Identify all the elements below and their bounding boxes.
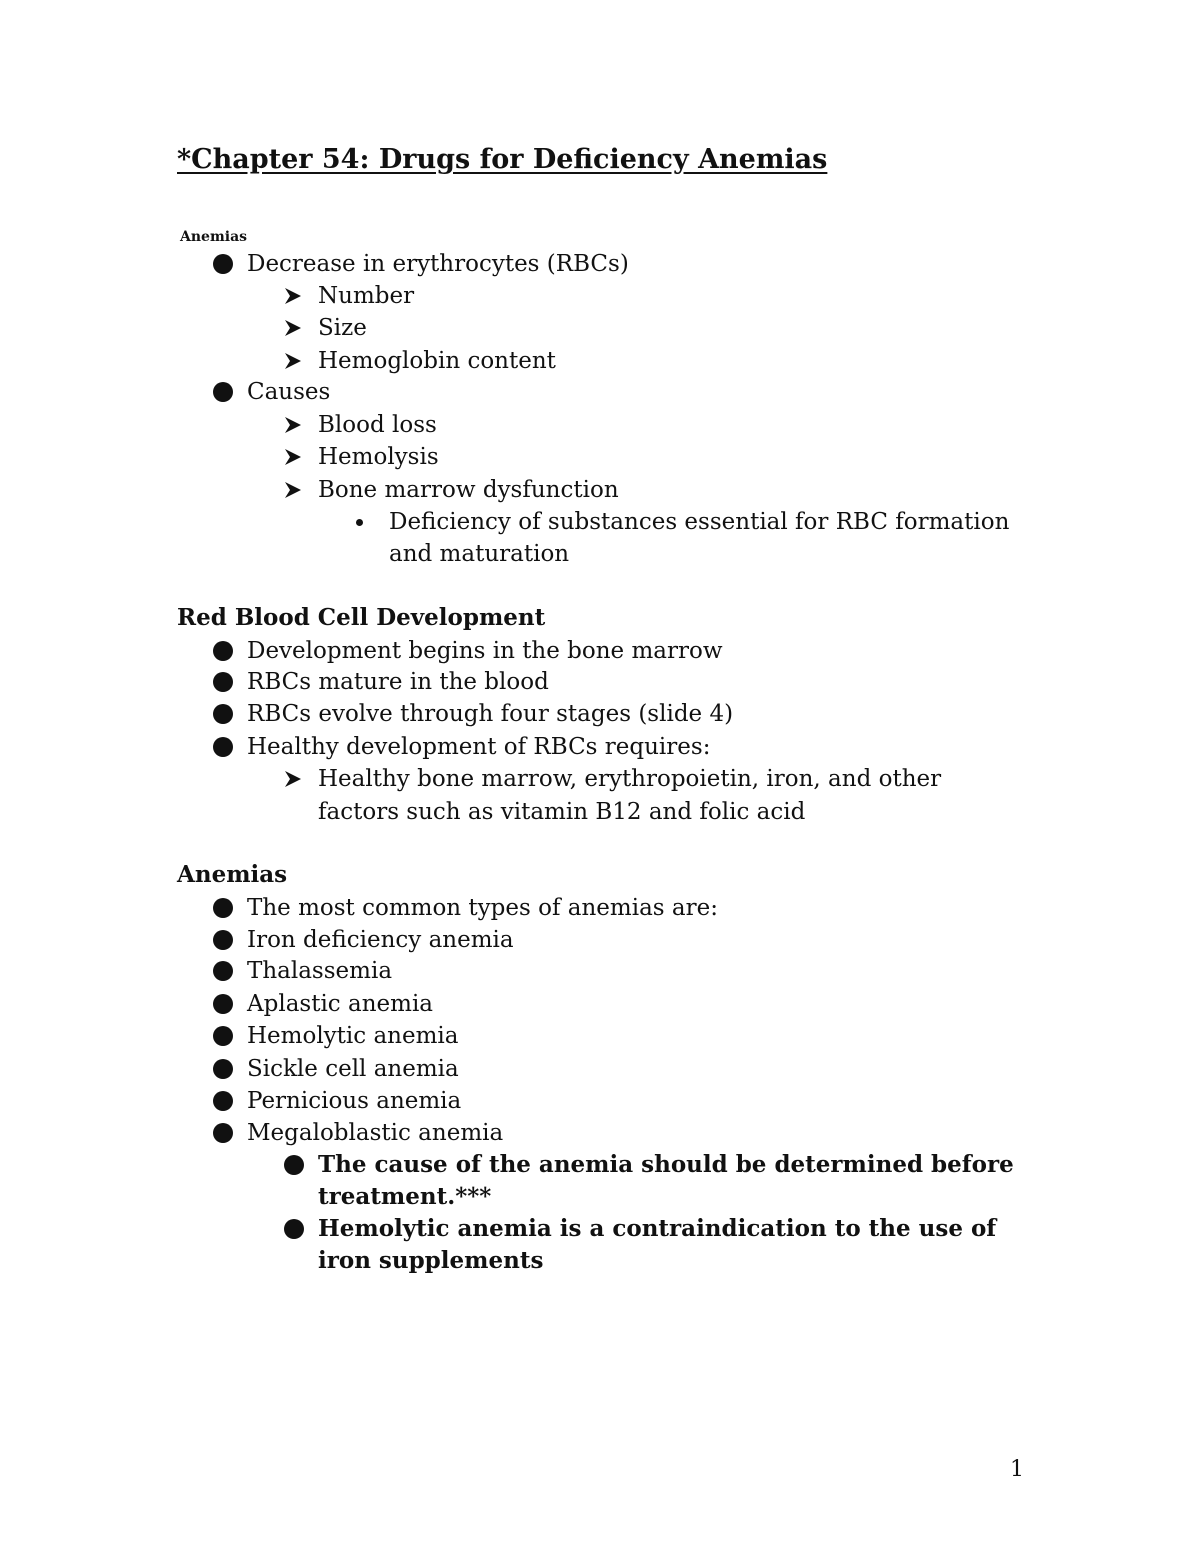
list-item: Decrease in erythrocytes (RBCs) bbox=[247, 251, 629, 277]
list-item: The most common types of anemias are: bbox=[247, 895, 718, 921]
filled-circle-icon bbox=[213, 1059, 233, 1079]
filled-circle-icon bbox=[213, 930, 233, 950]
list-item: Healthy development of RBCs requires: bbox=[247, 734, 711, 760]
list-item: RBCs evolve through four stages (slide 4) bbox=[247, 701, 734, 727]
list-item: Aplastic anemia bbox=[247, 991, 434, 1017]
list-item-continuation: factors such as vitamin B12 and folic acid bbox=[318, 799, 806, 825]
small-bullet-icon bbox=[356, 519, 363, 526]
list-item: Hemolytic anemia bbox=[247, 1023, 459, 1049]
list-item: Size bbox=[318, 315, 367, 341]
anemias-label: Anemias bbox=[180, 229, 248, 245]
list-item: Hemolysis bbox=[318, 444, 439, 470]
filled-circle-icon bbox=[213, 704, 233, 724]
list-item: Iron deficiency anemia bbox=[247, 927, 514, 953]
list-item: Hemoglobin content bbox=[318, 348, 556, 374]
filled-circle-icon bbox=[284, 1219, 304, 1239]
list-item: Causes bbox=[247, 379, 331, 405]
filled-circle-icon bbox=[213, 1123, 233, 1143]
list-item: Bone marrow dysfunction bbox=[318, 477, 619, 503]
section-heading: Red Blood Cell Development bbox=[177, 604, 546, 631]
filled-circle-icon bbox=[213, 994, 233, 1014]
list-item: Healthy bone marrow, erythropoietin, iron, and other bbox=[318, 766, 942, 792]
list-item-continuation: and maturation bbox=[389, 541, 570, 567]
section-heading: Anemias bbox=[177, 861, 288, 888]
list-item: Blood loss bbox=[318, 412, 437, 438]
filled-circle-icon bbox=[213, 898, 233, 918]
important-note: Hemolytic anemia is a contraindication to the use of bbox=[318, 1215, 997, 1242]
filled-circle-icon bbox=[213, 1026, 233, 1046]
list-item: Pernicious anemia bbox=[247, 1088, 462, 1114]
list-item: Sickle cell anemia bbox=[247, 1056, 459, 1082]
important-note-continuation: treatment.*** bbox=[318, 1183, 492, 1210]
important-note-continuation: iron supplements bbox=[318, 1247, 544, 1274]
arrowhead-icon bbox=[284, 287, 302, 305]
important-note: The cause of the anemia should be determined before bbox=[318, 1151, 1014, 1178]
list-item: Megaloblastic anemia bbox=[247, 1120, 504, 1146]
list-item: Number bbox=[318, 283, 415, 309]
arrowhead-icon bbox=[284, 770, 302, 788]
arrowhead-icon bbox=[284, 319, 302, 337]
filled-circle-icon bbox=[213, 737, 233, 757]
filled-circle-icon bbox=[213, 254, 233, 274]
page-number: 1 bbox=[1010, 1457, 1024, 1482]
filled-circle-icon bbox=[213, 672, 233, 692]
arrowhead-icon bbox=[284, 448, 302, 466]
list-item: RBCs mature in the blood bbox=[247, 669, 549, 695]
filled-circle-icon bbox=[213, 961, 233, 981]
list-item: Thalassemia bbox=[247, 958, 393, 984]
arrowhead-icon bbox=[284, 416, 302, 434]
list-item: Deficiency of substances essential for RBC formation bbox=[389, 509, 1010, 535]
filled-circle-icon bbox=[284, 1155, 304, 1175]
arrowhead-icon bbox=[284, 481, 302, 499]
list-item: Development begins in the bone marrow bbox=[247, 638, 723, 664]
filled-circle-icon bbox=[213, 382, 233, 402]
arrowhead-icon bbox=[284, 352, 302, 370]
filled-circle-icon bbox=[213, 641, 233, 661]
filled-circle-icon bbox=[213, 1091, 233, 1111]
document-title: *Chapter 54: Drugs for Deficiency Anemias bbox=[177, 144, 828, 175]
